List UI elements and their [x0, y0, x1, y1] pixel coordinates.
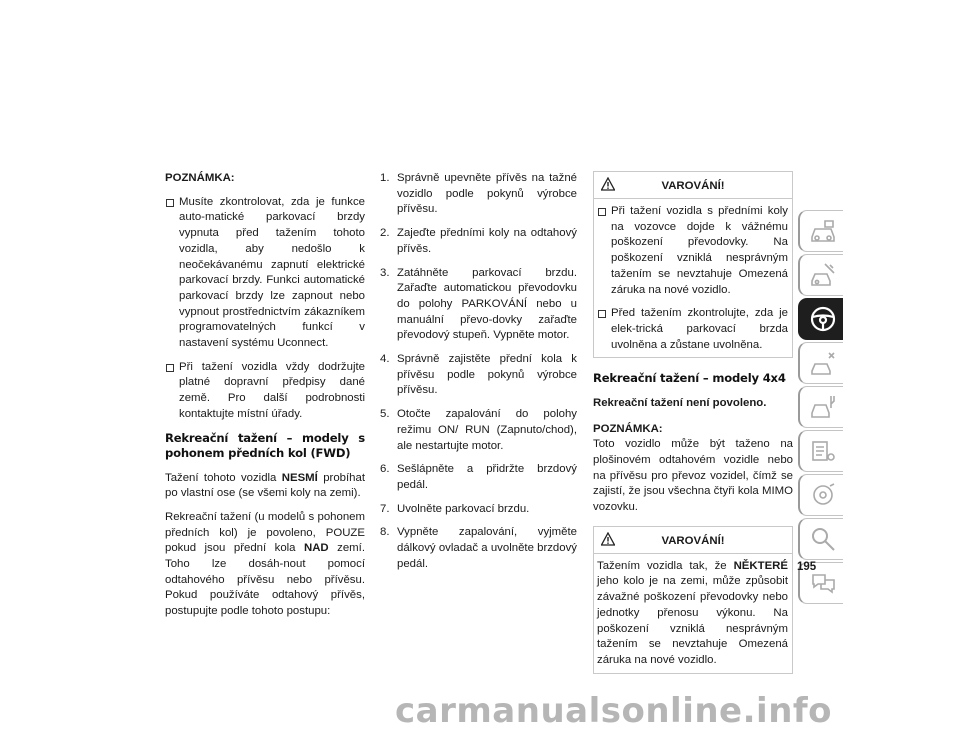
page-number: 195	[797, 561, 817, 573]
warning-header	[594, 172, 792, 199]
right-column	[593, 171, 793, 674]
bullet-text: Při tažení vozidla vždy dodržujte platné dopravní předpisy dané země. Pro další podrobnosti kontaktujte místní úřady.	[179, 360, 365, 420]
sidebar-tab-service[interactable]	[798, 386, 843, 428]
warning-header	[594, 527, 792, 554]
languages-icon	[809, 569, 837, 597]
sidebar-tab-driving[interactable]	[798, 298, 843, 340]
checkbox-bullet-icon	[166, 364, 174, 372]
specifications-list-icon	[809, 437, 837, 465]
bullet-text: Musíte zkontrolovat, zda je funkce auto-matické parkovací brzdy vypnuta před tažením tohoto vozidla, aby nedošlo k neočekávanému zapnutí elektrické parkovací brzdy. Funkci automatické parkovací brzdy lze zapnout nebo vypnout prostřednictvím zákazníkem programovatelných funkcí v nastavení systému Uconnect.	[179, 195, 365, 350]
sidebar-tab-index[interactable]	[798, 518, 843, 560]
warning-body: Tažením vozidla tak, že NĚKTERÉ jeho kolo je na zemi, může způsobit závažné poškození převodovky nebo jednotky přenosu výkonu. Na poškození vzniklá nesprávným tažením se nevztahuje Omezená záruka na nové vozidlo.	[597, 559, 788, 666]
steering-wheel-icon	[809, 305, 837, 333]
not-allowed-text: Rekreační tažení není povoleno.	[593, 396, 767, 409]
section-heading-fwd: Rekreační tažení – modely s pohonem předních kol (FWD)	[165, 430, 365, 461]
checkbox-bullet-icon	[598, 310, 606, 318]
sidebar-tab-keys[interactable]	[798, 254, 843, 296]
step-item: 3. Zatáhněte parkovací brzdu. Zařaďte automatickou převodovku do polohy PARKOVÁNÍ nebo u manuální převo-dovky zařaďte převodový stupeň. Vypněte motor.	[380, 266, 577, 342]
paragraph: Tažení tohoto vozidla NESMÍ probíhat po vlastní ose (se všemi koly na zemi).	[165, 471, 365, 500]
paragraph: Rekreační tažení (u modelů s pohonem předních kol) je povoleno, POUZE pokud jsou přední kola NAD zemí. Toho lze dosáh-nout pomocí odtahového přívěsu nebo přívěsu. Pokud používáte odtahový přívěs, postupujte podle tohoto postupu:	[165, 510, 365, 618]
sidebar-tab-dashboard[interactable]	[798, 210, 843, 252]
checkbox-bullet-icon	[598, 208, 606, 216]
warning-body	[594, 199, 792, 357]
warning-title: VAROVÁNÍ!	[661, 534, 725, 547]
sidebar-tab-emergency[interactable]	[798, 342, 843, 384]
warning-bullet: Při tažení vozidla s předními koly na vozovce dojde k vážnému poškození převodovky. Na poškození vzniklá nesprávným tažením se nevztahuje Omezená záruka na nové vozidlo.	[597, 204, 788, 298]
car-crash-icon	[809, 349, 837, 377]
search-index-icon	[809, 525, 837, 553]
note-text: Toto vozidlo může být taženo na plošinovém odtahovém vozidle nebo na přívěsu pro převoz vozidel, čímž se zajistí, že jsou všechna čtyři kola MIMO vozovku.	[593, 438, 793, 514]
note-bullet	[165, 360, 365, 423]
warning-bullet: Před tažením zkontrolujte, zda je elek-trická parkovací brzda uvolněna a zůstane uvolněna.	[597, 306, 788, 353]
warning-title: VAROVÁNÍ!	[661, 180, 725, 192]
sidebar-tab-multimedia[interactable]	[798, 474, 843, 516]
section-heading-4x4: Rekreační tažení – modely 4x4	[593, 371, 786, 386]
sidebar-tab-specifications[interactable]	[798, 430, 843, 472]
step-item: 6. Sešlápněte a přidržte brzdový pedál.	[380, 463, 577, 491]
step-item: 4. Správně zajistěte přední kola k přívěsu podle pokynů výrobce přívěsu.	[380, 353, 577, 397]
warning-box	[593, 171, 793, 358]
step-item: 7. Uvolněte parkovací brzdu.	[380, 502, 530, 515]
middle-column	[380, 171, 577, 580]
note-bullet	[165, 195, 365, 352]
car-dashboard-icon	[809, 217, 837, 245]
warning-box	[593, 526, 793, 674]
multimedia-icon	[809, 481, 837, 509]
step-item: 1. Správně upevněte přívěs na tažné vozidlo podle pokynů výrobce přívěsu.	[380, 172, 577, 216]
step-item: 8. Vypněte zapalování, vyjměte dálkový ovladač a uvolněte brzdový pedál.	[380, 526, 577, 570]
watermark: carmanualsonline.info	[395, 691, 833, 731]
note-label: POZNÁMKA:	[593, 422, 663, 435]
left-column	[165, 171, 365, 628]
car-service-icon	[809, 393, 837, 421]
step-item: 5. Otočte zapalování do polohy režimu ON/ RUN (Zapnuto/chod), ale nestartujte motor.	[380, 408, 577, 452]
checkbox-bullet-icon	[166, 199, 174, 207]
note-label: POZNÁMKA:	[165, 172, 235, 184]
step-item: 2. Zajeďte předními koly na odtahový přívěs.	[380, 227, 577, 255]
car-key-icon	[809, 261, 837, 289]
